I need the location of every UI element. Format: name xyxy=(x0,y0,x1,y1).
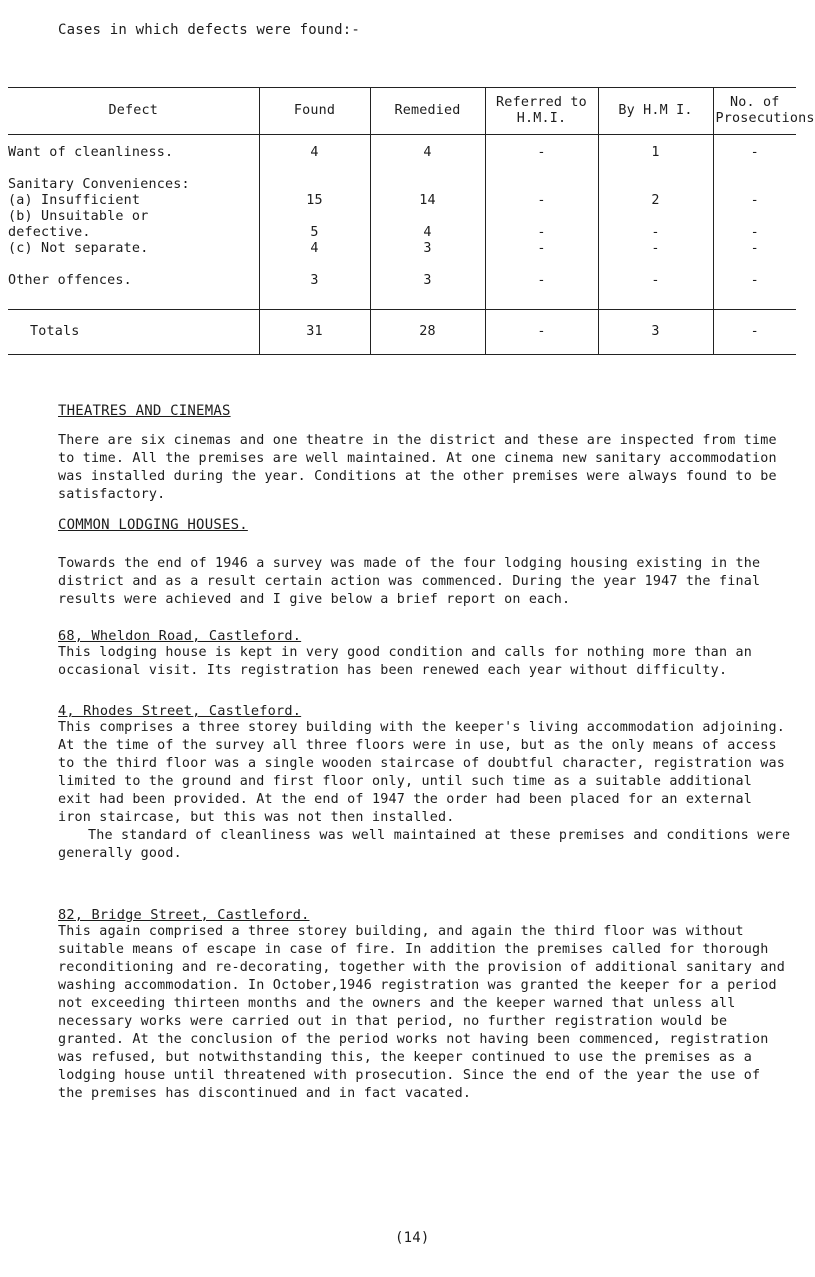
totals-label: Totals xyxy=(8,310,259,355)
cell-prosecutions: - xyxy=(713,241,796,257)
cell-referred xyxy=(485,171,598,193)
cell-referred: - xyxy=(485,225,598,241)
cell-by-hmi xyxy=(598,209,713,225)
house-paragraph xyxy=(58,719,793,863)
cell-prosecutions xyxy=(713,171,796,193)
theatres-paragraph xyxy=(58,432,793,504)
cell-remedied xyxy=(370,171,485,193)
house-paragraph xyxy=(58,923,793,1103)
cell-remedied: 3 xyxy=(370,257,485,310)
total-found: 31 xyxy=(259,310,370,355)
theatres-heading: THEATRES AND CINEMAS xyxy=(58,403,231,419)
house-paragraph xyxy=(58,644,793,680)
table-row xyxy=(8,241,796,257)
house-text: This again comprised a three storey building, and again the third floor was without suitable means of escape in case of fire. In addition the premises called for thorough reconditioning and re-decorating, together with the provision of additional sanitary and washing accommodation. In October,1946 registration was granted the keeper for a period not exceeding thirteen months and the owners and the keeper warned that unless all necessary works were carried out in that period, no further registration would be granted. At the conclusion of the period works not having been commenced, registration was refused, but notwithstanding this, the keeper continued to use the premises as a lodging house until threatened with prosecution. Since the end of the year the use of the premises has discontinued and in fact vacated. xyxy=(58,924,786,1101)
row-label: (a) Insufficient xyxy=(8,193,259,209)
cell-found: 15 xyxy=(259,193,370,209)
row-label: Sanitary Conveniences: xyxy=(8,171,259,193)
total-remedied: 28 xyxy=(370,310,485,355)
intro-line: Cases in which defects were found:- xyxy=(58,22,361,38)
row-label: defective. xyxy=(8,225,259,241)
house-title: 82, Bridge Street, Castleford. xyxy=(58,907,310,923)
theatres-text: There are six cinemas and one theatre in the district and these are inspected from time to time. All the premises are well maintained. At one cinema new sanitary accommodation was installed during the year. Conditions at the other premises were always found to be satisfactory. xyxy=(58,433,777,502)
house-text: This lodging house is kept in very good condition and calls for nothing more than an occasional visit. Its registration has been renewed each year without difficulty. xyxy=(58,645,752,678)
cell-remedied: 3 xyxy=(370,241,485,257)
cell-by-hmi: 2 xyxy=(598,193,713,209)
cell-prosecutions: - xyxy=(713,257,796,310)
totals-row xyxy=(8,310,796,355)
cell-found: 4 xyxy=(259,241,370,257)
house-title: 4, Rhodes Street, Castleford. xyxy=(58,703,302,719)
house-text: This comprises a three storey building with the keeper's living accommodation adjoining. At the time of the survey all three floors were in use, but as the only means of access to the third floor was a single wooden staircase of doubtful character, registration was limited to the ground and first floor only, until such time as a suitable additional exit had been provided. At the end of 1947 the order had been placed for an external iron staircase, but this was not then installed. xyxy=(58,720,786,825)
house-text: The standard of cleanliness was well maintained at these premises and conditions were generally good. xyxy=(58,828,791,861)
page-number: (14) xyxy=(395,1230,430,1246)
header-defect: Defect xyxy=(8,88,259,135)
total-by-hmi: 3 xyxy=(598,310,713,355)
cell-referred: - xyxy=(485,193,598,209)
cell-prosecutions xyxy=(713,209,796,225)
table-row xyxy=(8,257,796,310)
row-label: Other offences. xyxy=(8,257,259,310)
cell-referred: - xyxy=(485,241,598,257)
row-label: (c) Not separate. xyxy=(8,241,259,257)
total-referred: - xyxy=(485,310,598,355)
cell-remedied: 4 xyxy=(370,225,485,241)
lodging-paragraph xyxy=(58,555,793,609)
cell-found xyxy=(259,171,370,193)
header-referred: Referred to H.M.I. xyxy=(485,88,598,135)
cell-found: 4 xyxy=(259,135,370,172)
table-header-row xyxy=(8,88,796,135)
table-row xyxy=(8,193,796,209)
house-title: 68, Wheldon Road, Castleford. xyxy=(58,628,302,644)
cell-referred: - xyxy=(485,257,598,310)
cell-prosecutions: - xyxy=(713,225,796,241)
total-prosecutions: - xyxy=(713,310,796,355)
cell-remedied: 14 xyxy=(370,193,485,209)
cell-found xyxy=(259,209,370,225)
cell-by-hmi: - xyxy=(598,257,713,310)
table-row xyxy=(8,209,796,225)
defects-table xyxy=(8,87,815,355)
cell-found: 3 xyxy=(259,257,370,310)
header-prosecutions: No. of Prosecutions xyxy=(713,88,796,135)
cell-referred: - xyxy=(485,135,598,172)
cell-by-hmi xyxy=(598,171,713,193)
header-remedied: Remedied xyxy=(370,88,485,135)
header-by-hmi: By H.M I. xyxy=(598,88,713,135)
cell-prosecutions: - xyxy=(713,193,796,209)
cell-remedied xyxy=(370,209,485,225)
header-found: Found xyxy=(259,88,370,135)
cell-referred xyxy=(485,209,598,225)
cell-by-hmi: - xyxy=(598,241,713,257)
table-row xyxy=(8,135,796,172)
cell-by-hmi: 1 xyxy=(598,135,713,172)
cell-prosecutions: - xyxy=(713,135,796,172)
cell-remedied: 4 xyxy=(370,135,485,172)
table-row xyxy=(8,225,796,241)
lodging-heading: COMMON LODGING HOUSES. xyxy=(58,517,248,533)
table-row xyxy=(8,171,796,193)
cell-found: 5 xyxy=(259,225,370,241)
lodging-text: Towards the end of 1946 a survey was made of the four lodging housing existing in the district and as a result certain action was commenced. During the year 1947 the final results were achieved and I give below a brief report on each. xyxy=(58,556,761,607)
row-label: (b) Unsuitable or xyxy=(8,209,259,225)
cell-by-hmi: - xyxy=(598,225,713,241)
row-label: Want of cleanliness. xyxy=(8,135,259,172)
